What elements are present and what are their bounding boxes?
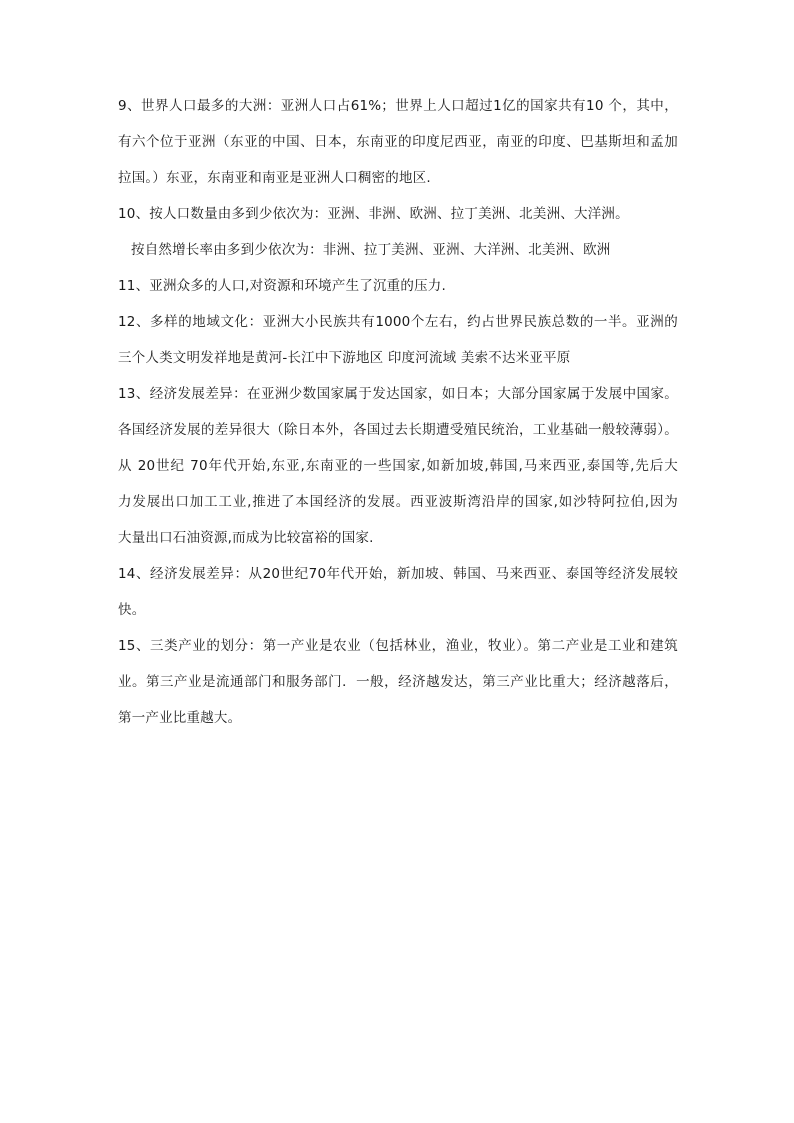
text-line: 14、经济发展差异：从20世纪70年代开始，新加坡、韩国、马来西亚、泰国等经济发展较 bbox=[118, 566, 678, 582]
paragraph-13 bbox=[118, 376, 678, 556]
text-line: 拉国。）东亚，东南亚和南亚是亚洲人口稠密的地区. bbox=[118, 170, 431, 186]
paragraph-14 bbox=[118, 556, 678, 628]
text-line: 第一产业比重越大。 bbox=[118, 710, 242, 726]
paragraph-11 bbox=[118, 268, 678, 304]
text-line: 9、世界人口最多的大洲：亚洲人口占61%；世界上人口超过1亿的国家共有10 个，其中， bbox=[118, 98, 678, 114]
document-page bbox=[118, 88, 678, 736]
text-line: 大量出口石油资源,而成为比较富裕的国家. bbox=[118, 530, 374, 546]
text-line: 各国经济发展的差异很大（除日本外，各国过去长期遭受殖民统治，工业基础一般较薄弱）。 bbox=[118, 422, 678, 438]
text-line: 10、按人口数量由多到少依次为：亚洲、非洲、欧洲、拉丁美洲、北美洲、大洋洲。 bbox=[118, 206, 629, 222]
text-line: 有六个位于亚洲（东亚的中国、日本，东南亚的印度尼西亚，南亚的印度、巴基斯坦和孟加 bbox=[118, 134, 678, 150]
text-line: 从 20世纪 70年代开始,东亚,东南亚的一些国家,如新加坡,韩国,马来西亚,泰国等,先后大 bbox=[118, 458, 678, 474]
paragraph-12 bbox=[118, 304, 678, 376]
paragraph-9 bbox=[118, 88, 678, 196]
paragraph-10 bbox=[118, 196, 678, 268]
text-line: 业。第三产业是流通部门和服务部门．一般，经济越发达，第三产业比重大；经济越落后， bbox=[118, 674, 678, 690]
text-line: 力发展出口加工工业,推进了本国经济的发展。西亚波斯湾沿岸的国家,如沙特阿拉伯,因为 bbox=[118, 494, 678, 510]
paragraph-15 bbox=[118, 628, 678, 736]
text-line: 按自然增长率由多到少依次为：非洲、拉丁美洲、亚洲、大洋洲、北美洲、欧洲 bbox=[131, 242, 611, 258]
text-line: 11、亚洲众多的人口,对资源和环境产生了沉重的压力. bbox=[118, 278, 446, 294]
text-line: 15、三类产业的划分：第一产业是农业（包括林业，渔业，牧业）。第二产业是工业和建筑 bbox=[118, 638, 678, 654]
text-line: 13、经济发展差异：在亚洲少数国家属于发达国家，如日本；大部分国家属于发展中国家。 bbox=[118, 386, 678, 402]
text-line: 12、多样的地域文化：亚洲大小民族共有1000个左右，约占世界民族总数的一半。亚洲的 bbox=[118, 314, 678, 330]
text-line: 快。 bbox=[118, 602, 146, 618]
text-line: 三个人类文明发祥地是黄河-长江中下游地区 印度河流域 美索不达米亚平原 bbox=[118, 350, 571, 366]
